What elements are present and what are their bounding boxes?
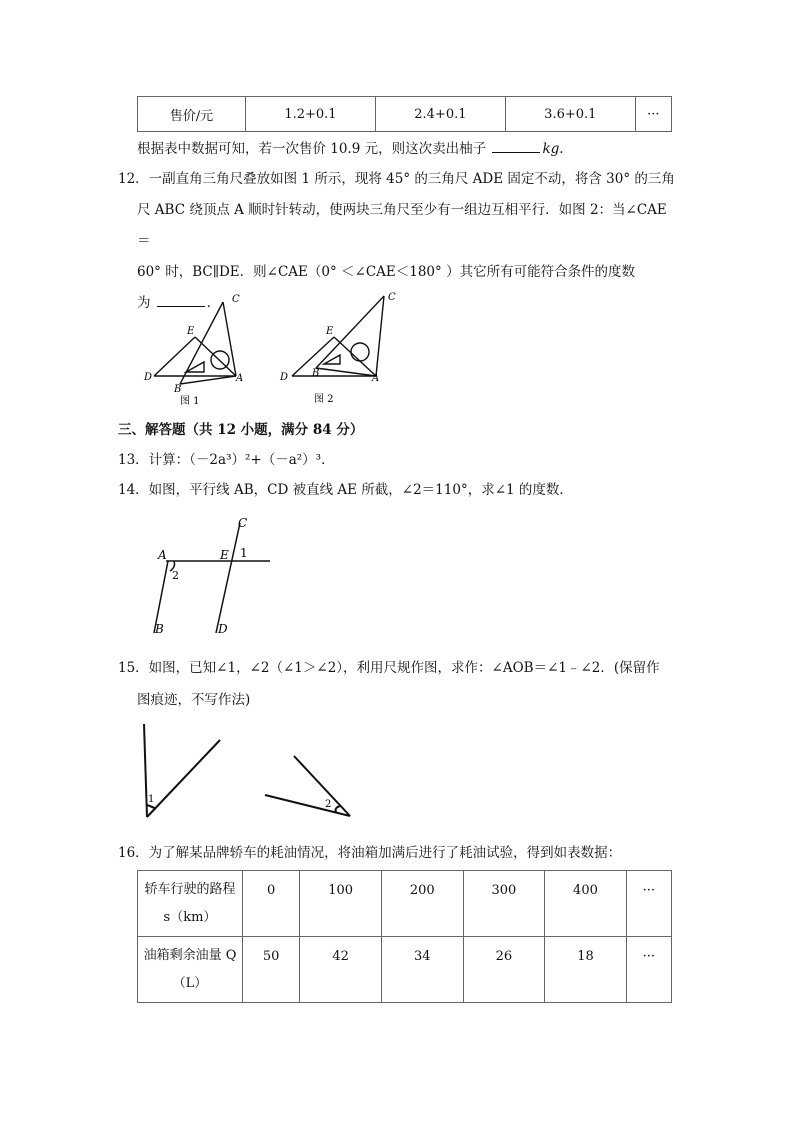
distance-cell: 400 — [545, 871, 627, 937]
price-table — [137, 96, 672, 132]
fuel-cell: 34 — [381, 937, 463, 1003]
q14-figure — [140, 515, 290, 640]
label-E: E — [220, 548, 229, 562]
distance-label: 轿车行驶的路程 — [144, 881, 236, 897]
label-A: A — [158, 548, 167, 562]
q11-tail — [137, 138, 564, 159]
figure-2-caption: 图 2 — [314, 394, 334, 405]
label-D: D — [280, 372, 289, 383]
distance-cell: ··· — [626, 871, 671, 937]
fuel-cell: 26 — [463, 937, 545, 1003]
q15-text — [118, 652, 678, 716]
fuel-cell: 50 — [243, 937, 300, 1003]
price-cell: 1.2+0.1 — [246, 97, 376, 132]
row-label-fuel — [138, 937, 243, 1003]
distance-cell: 300 — [463, 871, 545, 937]
figure-2 — [292, 296, 384, 376]
distance-unit: s（km） — [163, 909, 217, 925]
q16-text: 16．为了解某品牌轿车的耗油情况，将油箱加满后进行了耗油试验，得到如表数据： — [118, 845, 622, 861]
fuel-cell: 18 — [545, 937, 627, 1003]
q15-line: 图痕迹，不写作法) — [137, 692, 251, 708]
row-label-distance — [138, 871, 243, 937]
angle-2-label: 2 — [325, 799, 332, 810]
angle-2-label: 2 — [172, 569, 179, 582]
price-cell: 2.4+0.1 — [375, 97, 505, 132]
label-A: A — [236, 373, 244, 384]
q13-text: 13．计算：（－2a³）²+（－a²）³． — [118, 452, 335, 468]
label-E: E — [326, 326, 334, 337]
table-row — [138, 937, 672, 1003]
angle-1-label: 1 — [148, 794, 155, 805]
price-label: 售价/元 — [138, 97, 246, 132]
fuel-table — [137, 870, 672, 1003]
distance-cell: 200 — [381, 871, 463, 937]
price-cell: ··· — [635, 97, 671, 132]
figure-1-caption: 图 1 — [180, 396, 200, 407]
label-D: D — [218, 622, 228, 636]
label-E: E — [187, 326, 195, 337]
q15-line: 15．如图，已知∠1，∠2（∠1＞∠2），利用尺规作图，求作：∠AOB＝∠1﹣∠2．(保留作 — [118, 660, 660, 676]
label-A: A — [372, 373, 380, 384]
table-row — [138, 97, 672, 132]
label-C: C — [232, 294, 240, 305]
q11-text: 根据表中数据可知，若一次售价 10.9 元，则这次卖出柚子 — [137, 141, 487, 157]
q12-line: 尺 ABC 绕顶点 A 顺时针转动，使两块三角尺至少有一组边互相平行．如图 2：当∠CAE＝ — [137, 202, 667, 249]
label-C: C — [238, 516, 248, 530]
q12-suffix: ． — [206, 295, 221, 311]
section-heading: 三、解答题（共 12 小题，满分 84 分） — [118, 422, 364, 438]
q11-unit: kg. — [542, 141, 564, 157]
q12-figures — [140, 288, 420, 408]
fuel-unit: （L） — [172, 975, 208, 991]
label-B: B — [174, 384, 182, 395]
label-B: B — [155, 622, 164, 636]
label-B: B — [312, 368, 320, 379]
q12-line: 60° 时，BC∥DE．则∠CAE（0° ＜∠CAE＜180° ）其它所有可能符合条件的度数 — [137, 264, 636, 280]
q15-figures — [138, 720, 358, 825]
price-cell: 3.6+0.1 — [505, 97, 635, 132]
q12-prefix: 为 — [137, 295, 151, 311]
angle-1-label: 1 — [240, 546, 248, 560]
table-row — [138, 871, 672, 937]
distance-cell: 100 — [300, 871, 382, 937]
label-D: D — [144, 372, 153, 383]
answer-blank — [492, 138, 540, 153]
q14-text: 14．如图，平行线 AB，CD 被直线 AE 所截，∠2＝110°，求∠1 的度数． — [118, 482, 573, 498]
figure-1 — [154, 302, 236, 384]
fuel-cell: ··· — [626, 937, 671, 1003]
distance-cell: 0 — [243, 871, 300, 937]
q12-line: 12．一副直角三角尺叠放如图 1 所示，现将 45° 的三角尺 ADE 固定不动，将含 30° 的三角 — [118, 171, 675, 187]
label-C: C — [388, 292, 396, 303]
fuel-label: 油箱剩余油量 Q — [143, 947, 237, 963]
fuel-cell: 42 — [300, 937, 382, 1003]
